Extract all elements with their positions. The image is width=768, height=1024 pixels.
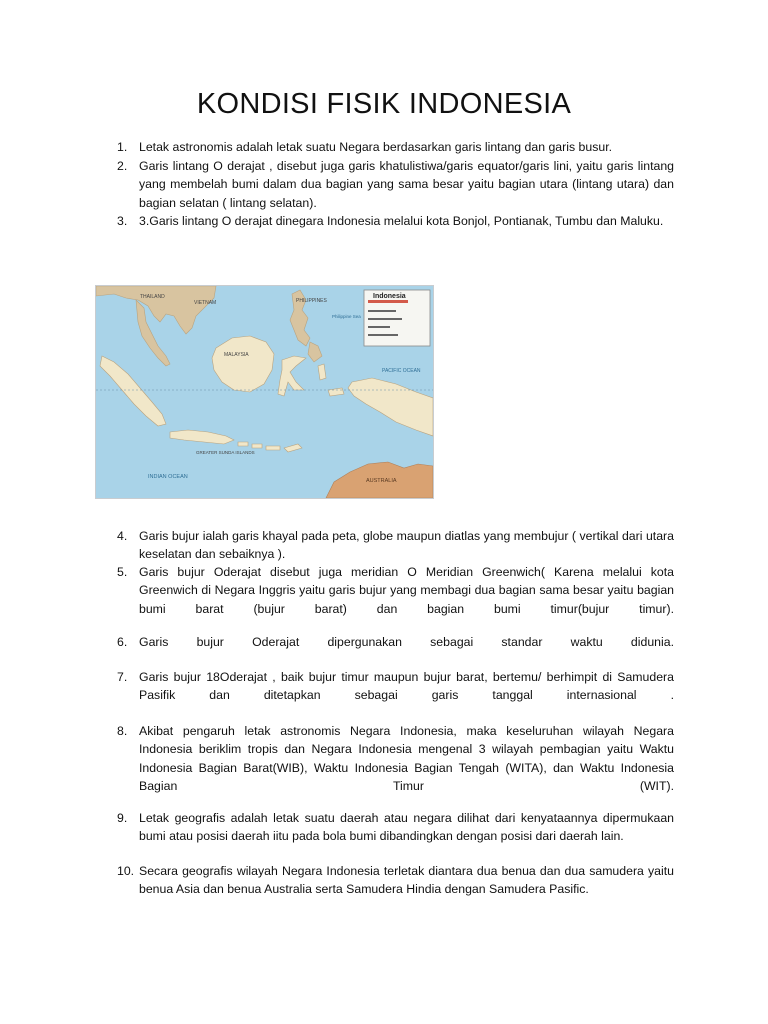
item-number: 1. — [117, 140, 128, 154]
label-pacific-ocean: PACIFIC OCEAN — [382, 368, 421, 374]
item-number: 2. — [117, 159, 128, 173]
list-item-10 — [117, 862, 674, 899]
item-number: 10. — [117, 864, 135, 878]
item-text: Garis bujur Oderajat disebut juga meridian O Meridian Greenwich( Karena melalui kota Greenwich di Negara Inggris yaitu garis bujur yang membagi dua bagian sama besar yaitu bagian bumi barat (bujur barat) dan bagian bumi timur(bujur timur). — [139, 565, 674, 616]
list-item-1 — [117, 138, 674, 156]
item-number: 6. — [117, 635, 128, 649]
item-text: Akibat pengaruh letak astronomis Negara Indonesia, maka keseluruhan wilayah Negara Indonesia beriklim tropis dan Negara Indonesia mengenal 3 wilayah pembagian yaitu Waktu Indonesia Bagian Barat(WIB), Waktu Indonesia Bagian Tengah (WITA), dan Waktu Indonesia Bagian Timur (WIT). — [139, 724, 674, 794]
item-number: 5. — [117, 565, 128, 579]
indonesia-map — [95, 285, 434, 499]
item-number: 9. — [117, 811, 128, 825]
item-text: Garis bujur 18Oderajat , baik bujur timur maupun bujur barat, bertemu/ berhimpit di Samudera Pasifik dan ditetapkan sebagai garis tanggal internasional . — [139, 670, 674, 703]
label-indian-ocean: INDIAN OCEAN — [148, 474, 188, 480]
label-australia: AUSTRALIA — [366, 478, 397, 484]
item-number: 8. — [117, 724, 128, 738]
legend-title: Indonesia — [373, 293, 406, 300]
label-greater-sunda: GREATER SUNDA ISLANDS — [196, 450, 255, 455]
label-thailand: THAILAND — [140, 294, 165, 300]
list-item-6 — [117, 633, 674, 651]
list-item-4 — [117, 527, 674, 564]
list-item-2 — [117, 157, 674, 212]
label-malaysia: MALAYSIA — [224, 352, 249, 358]
item-text: Garis lintang O derajat , disebut juga garis khatulistiwa/garis equator/garis lini, yaitu garis lintang yang membelah bumi dalam dua bagian yang sama besar yaitu bagian utara (lintang utara) dan bagian selatan ( lintang selatan). — [139, 159, 674, 210]
label-philippines: PHILIPPINES — [296, 298, 327, 304]
item-text: Letak geografis adalah letak suatu daerah atau negara dilihat dari kenyataannya dipermukaan bumi atau posisi daerah iitu pada bola bumi dibandingkan dengan posisi dari daerah lain. — [139, 811, 674, 844]
legend-line — [368, 326, 390, 328]
item-number: 3. — [117, 214, 128, 228]
legend-line — [368, 310, 396, 312]
list-item-9 — [117, 809, 674, 846]
list-item-8 — [117, 722, 674, 796]
item-text: 3.Garis lintang O derajat dinegara Indonesia melalui kota Bonjol, Pontianak, Tumbu dan Maluku. — [139, 214, 664, 228]
item-text: Garis bujur ialah garis khayal pada peta, globe maupun diatlas yang membujur ( vertikal dari utara keselatan dan sebaiknya ). — [139, 529, 674, 562]
list-item-3 — [117, 212, 674, 230]
list-item-5 — [117, 563, 674, 618]
list-item-7 — [117, 668, 674, 705]
item-number: 7. — [117, 670, 128, 684]
page-title: KONDISI FISIK INDONESIA — [196, 88, 572, 120]
item-text: Letak astronomis adalah letak suatu Negara berdasarkan garis lintang dan garis busur. — [139, 140, 613, 154]
legend-swatch — [368, 300, 408, 303]
legend-line — [368, 334, 398, 336]
item-number: 4. — [117, 529, 128, 543]
item-text: Secara geografis wilayah Negara Indonesia terletak diantara dua benua dan dua samudera yaitu benua Asia dan benua Australia serta Samudera Hindia dengan Samudera Pasific. — [139, 864, 674, 897]
item-text: Garis bujur Oderajat dipergunakan sebagai standar waktu didunia. — [139, 635, 674, 649]
label-vietnam: VIETNAM — [194, 300, 217, 306]
label-philippine-sea: Philippine Sea — [332, 314, 361, 319]
legend-line — [368, 318, 402, 320]
map-svg — [96, 286, 433, 498]
